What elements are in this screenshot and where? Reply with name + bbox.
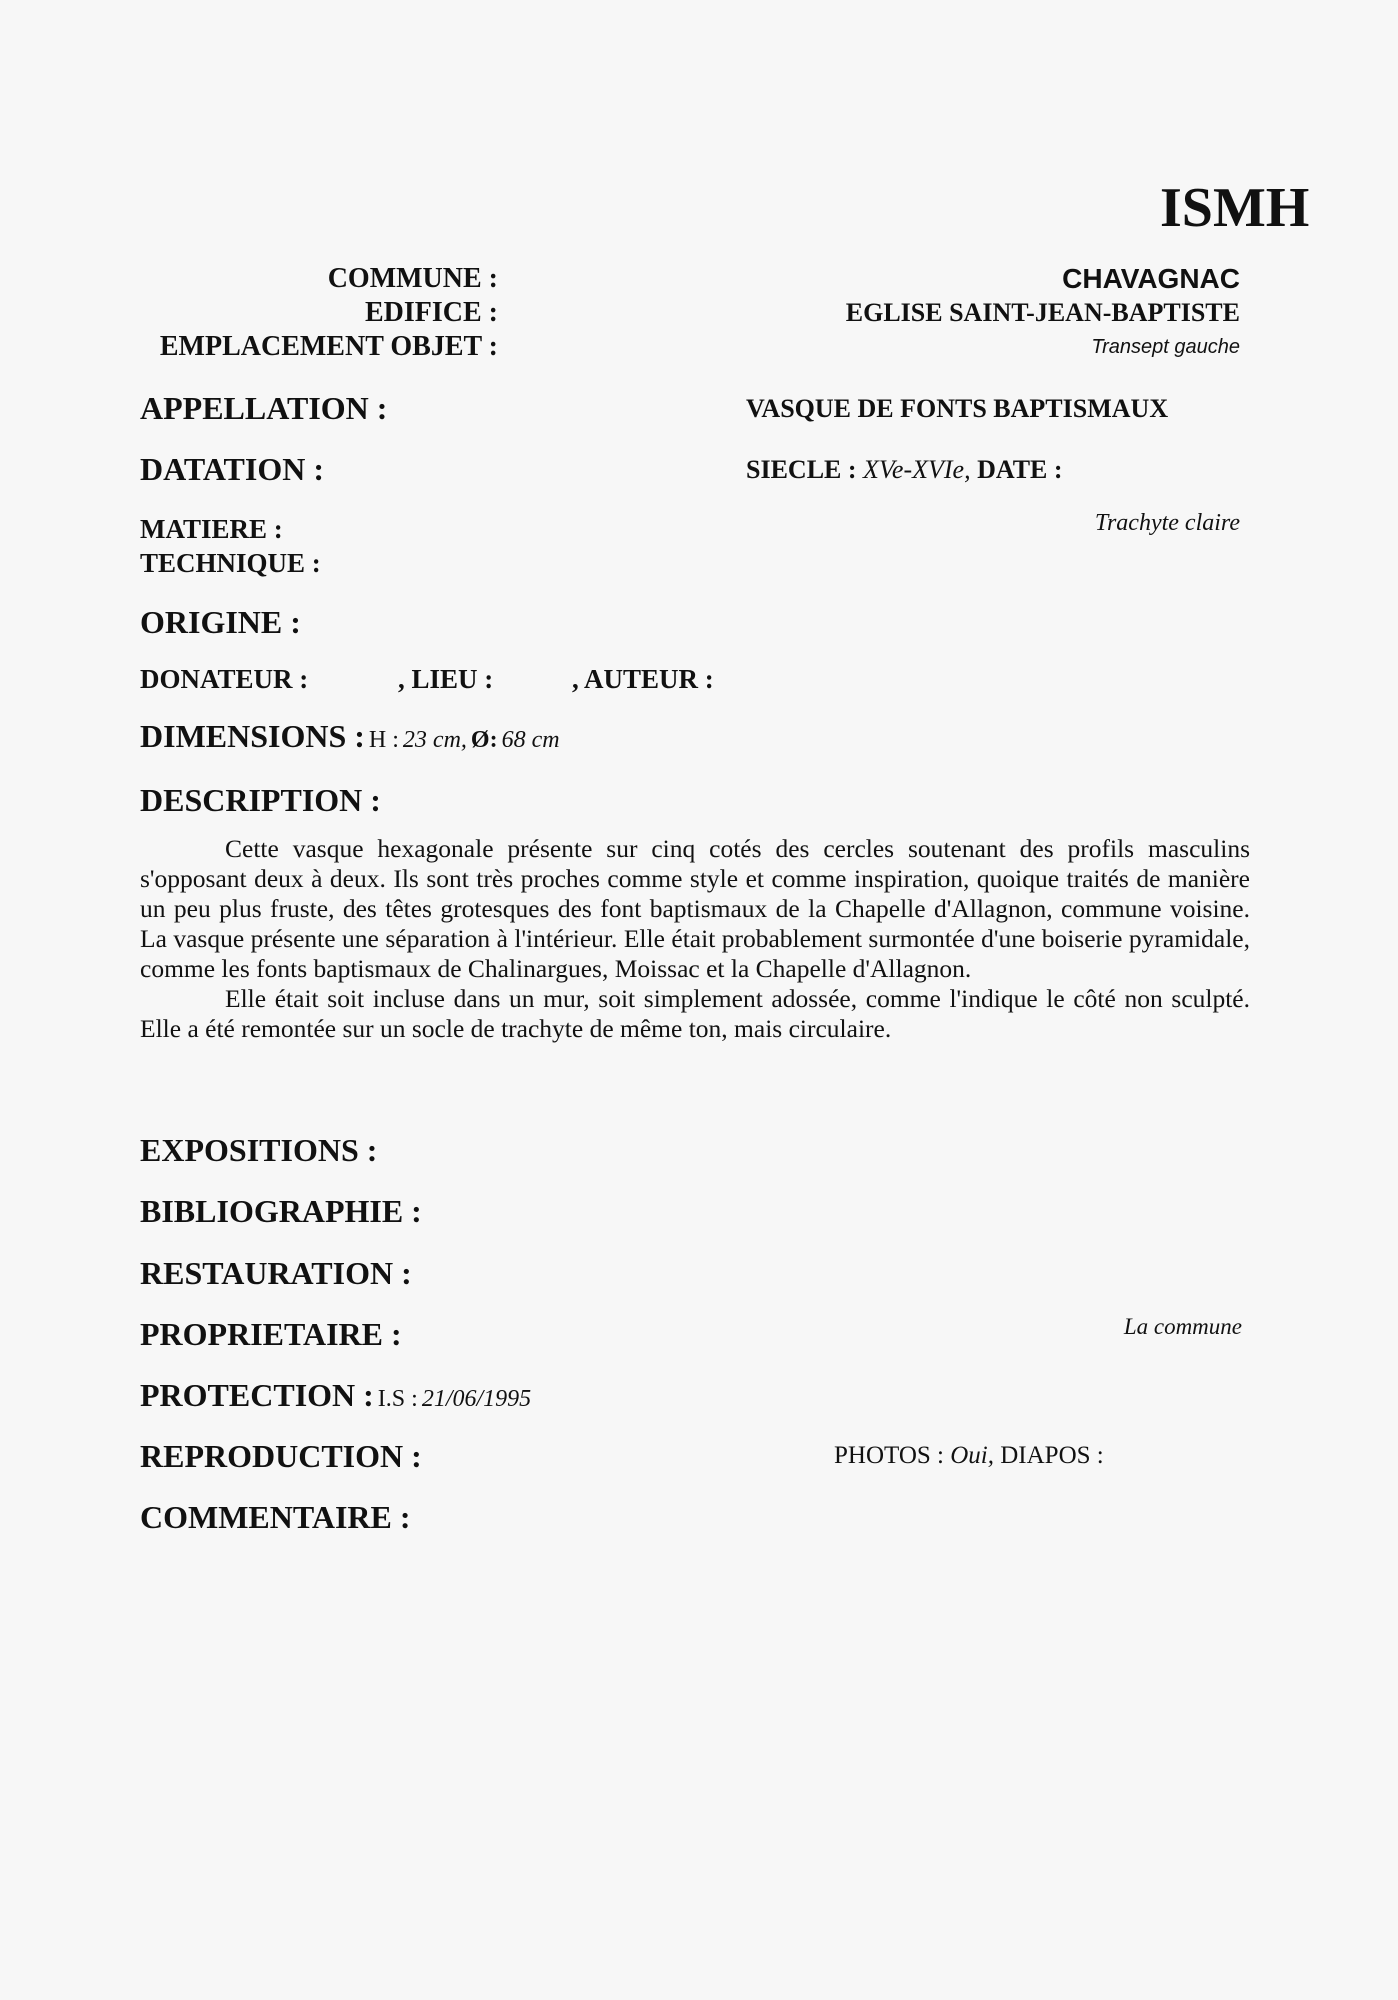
photos-value: Oui,: [950, 1442, 994, 1469]
expositions-label: EXPOSITIONS :: [140, 1132, 378, 1168]
protection-date: 21/06/1995: [421, 1386, 532, 1412]
siecle-value: XVe-XVIe,: [863, 455, 971, 484]
commentaire-label: COMMENTAIRE :: [140, 1499, 411, 1535]
emplacement-label: EMPLACEMENT OBJET :: [159, 331, 498, 362]
photos-label: PHOTOS :: [834, 1442, 944, 1469]
matiere-technique-labels: [140, 512, 321, 580]
protection-label: PROTECTION :: [140, 1377, 374, 1413]
description-paragraph-2: Elle était soit incluse dans un mur, soit simplement adossée, comme l'indique le côté non sculpté. Elle a été remontée sur un socle de trachyte de même ton, mais circulaire.: [140, 984, 1250, 1043]
matiere-label: MATIERE :: [140, 514, 283, 544]
diapos-label: DIAPOS :: [1000, 1442, 1104, 1469]
header-values: [720, 262, 1240, 364]
description-text: [140, 834, 1250, 1044]
dimensions-label: DIMENSIONS :: [140, 718, 365, 754]
commune-value: CHAVAGNAC: [1062, 263, 1240, 294]
siecle-line: [746, 455, 1063, 485]
description-label: DESCRIPTION :: [140, 782, 381, 818]
datation-label: DATATION :: [140, 451, 324, 487]
protection-type: I.S :: [377, 1386, 418, 1412]
dim-d-value: 68 cm: [501, 727, 560, 753]
edifice-label: EDIFICE :: [364, 297, 498, 328]
technique-label: TECHNIQUE :: [140, 548, 321, 578]
photos-line: [834, 1442, 1104, 1470]
dim-h-label: H :: [368, 727, 399, 753]
appellation-label: APPELLATION :: [140, 390, 388, 426]
edifice-value: EGLISE SAINT-JEAN-BAPTISTE: [845, 298, 1240, 327]
description-paragraph-1: Cette vasque hexagonale présente sur cinq cotés des cercles soutenant des profils masculins s'opposant deux à deux. Ils sont très proches comme style et comme inspiration, quoique traités de manière un peu plus fruste, des têtes grotesques des font baptismaux de la Chapelle d'Allagnon, commune voisine. La vasque présente une séparation à l'intérieur. Elle était probablement surmontée d'une boiserie pyramidale, comme les fonts baptismaux de Chalinargues, Moissac et la Chapelle d'Allagnon.: [140, 834, 1250, 983]
matiere-value: Trachyte claire: [1094, 510, 1240, 536]
proprietaire-value: La commune: [1123, 1314, 1242, 1339]
proprietaire-label: PROPRIETAIRE :: [140, 1316, 402, 1352]
siecle-label: SIECLE :: [746, 455, 857, 484]
date-label: DATE :: [977, 455, 1063, 484]
header-labels: [140, 262, 498, 364]
bibliographie-label: BIBLIOGRAPHIE :: [140, 1193, 422, 1229]
restauration-label: RESTAURATION :: [140, 1255, 412, 1291]
donateur-label: DONATEUR :: [140, 664, 309, 694]
emplacement-value: Transept gauche: [1091, 336, 1240, 358]
reproduction-label: REPRODUCTION :: [140, 1438, 422, 1474]
protection-line: [140, 1377, 531, 1414]
document-code: ISMH: [1160, 177, 1310, 239]
dim-h-value: 23 cm,: [402, 727, 467, 753]
dim-d-label: Ø:: [470, 727, 498, 753]
auteur-label: , AUTEUR :: [572, 664, 714, 694]
commune-label: COMMUNE :: [327, 263, 498, 294]
origine-label: ORIGINE :: [140, 604, 301, 640]
appellation-value: VASQUE DE FONTS BAPTISMAUX: [746, 394, 1169, 423]
dimensions-line: [140, 718, 560, 755]
lieu-label: , LIEU :: [398, 664, 494, 694]
